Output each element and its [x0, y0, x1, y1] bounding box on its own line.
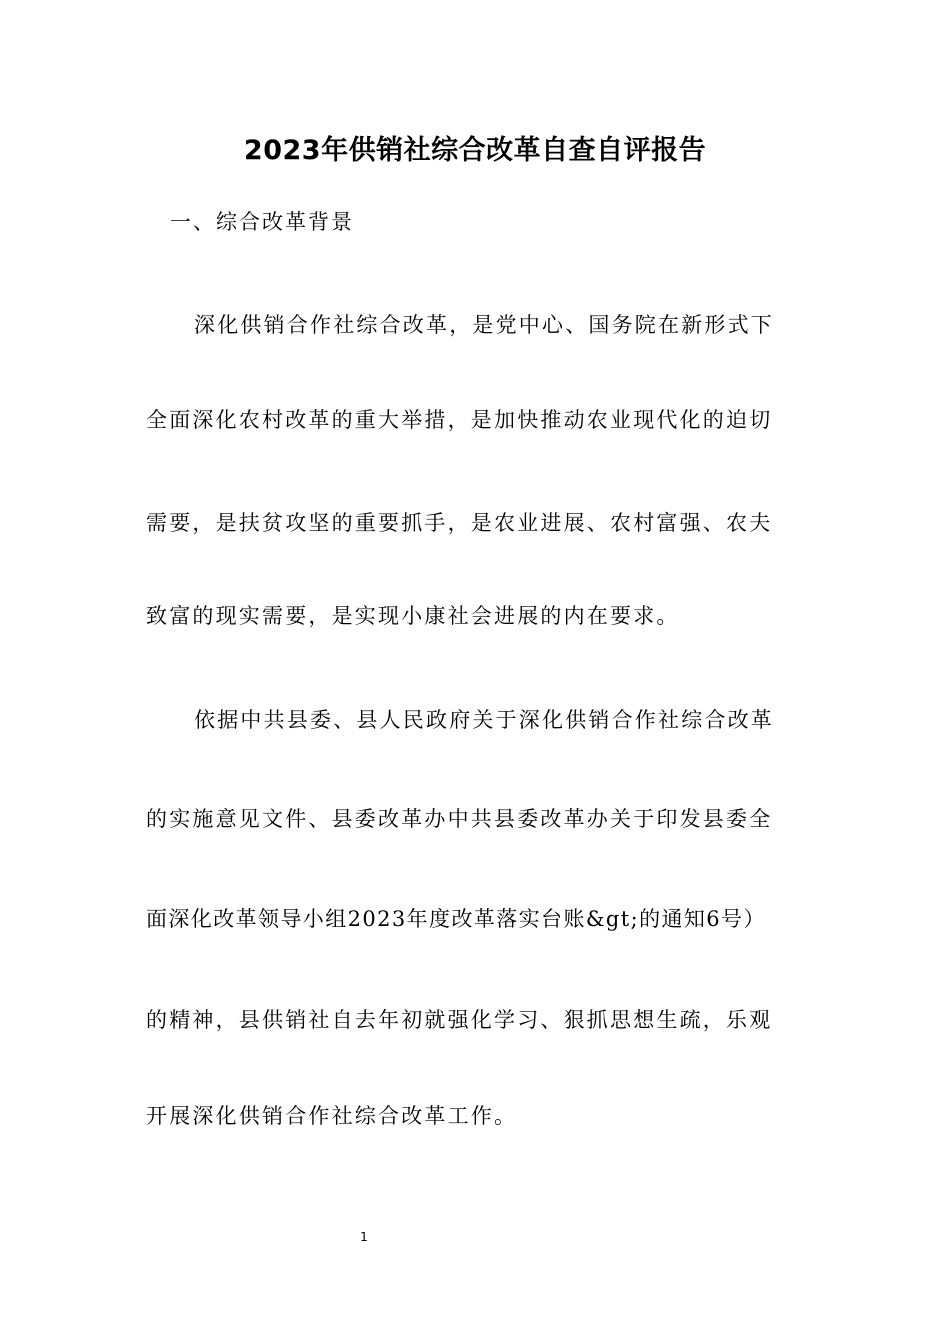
page-number: 1: [360, 1230, 368, 1244]
paragraph-line: 致富的现实需要，是实现小康社会进展的内在要求。: [146, 604, 680, 628]
paragraph-line: 深化供销合作社综合改革，是党中心、国务院在新形式下: [194, 313, 774, 337]
paragraph-line: 的精神，县供销社自去年初就强化学习、狠抓思想生疏，乐观: [146, 1008, 773, 1032]
paragraph-line: 需要，是扶贫攻坚的重要抓手，是农业进展、农村富强、农夫: [146, 511, 773, 535]
paragraph-line: 全面深化农村改革的重大举措，是加快推动农业现代化的迫切: [146, 408, 773, 432]
paragraph-line: 的实施意见文件、县委改革办中共县委改革办关于印发县委全: [146, 807, 773, 831]
document-title: 2023年供销社综合改革自查自评报告: [243, 135, 707, 166]
paragraph-line: 面深化改革领导小组2023年度改革落实台账&gt;的通知6号）: [146, 907, 766, 931]
paragraph-line: 开展深化供销合作社综合改革工作。: [146, 1104, 518, 1128]
paragraph-line: 依据中共县委、县人民政府关于深化供销合作社综合改革: [194, 708, 774, 732]
section-heading: 一、综合改革背景: [170, 210, 354, 234]
